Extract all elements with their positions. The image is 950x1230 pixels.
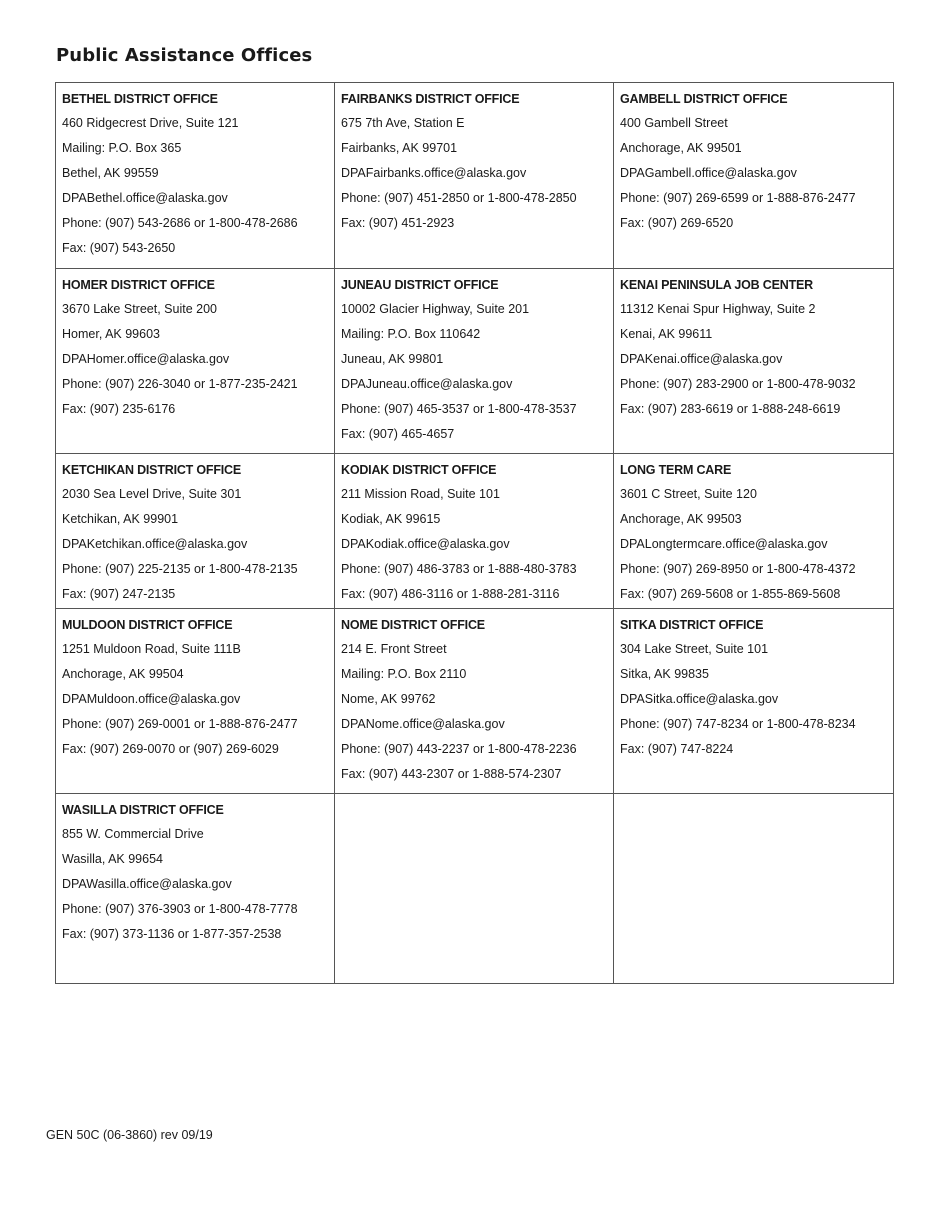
office-address-line: 214 E. Front Street [341, 642, 447, 656]
office-name: JUNEAU DISTRICT OFFICE [341, 278, 499, 292]
office-fax: Fax: (907) 747-8224 [620, 742, 734, 756]
office-address-line: 675 7th Ave, Station E [341, 116, 465, 130]
office-phone: Phone: (907) 747-8234 or 1-800-478-8234 [620, 717, 856, 731]
office-email-link[interactable]: DPANome.office@alaska.gov [341, 717, 505, 731]
office-email-link[interactable]: DPASitka.office@alaska.gov [620, 692, 779, 706]
office-address-line: 3601 C Street, Suite 120 [620, 487, 757, 501]
office-fax: Fax: (907) 235-6176 [62, 402, 176, 416]
office-address-line: 211 Mission Road, Suite 101 [341, 487, 500, 501]
office-cell [56, 269, 335, 454]
office-address-line: Wasilla, AK 99654 [62, 852, 163, 866]
office-fax: Fax: (907) 486-3116 or 1-888-281-3116 [341, 587, 560, 601]
office-cell [614, 83, 894, 269]
form-number-footer: GEN 50C (06-3860) rev 09/19 [46, 1128, 213, 1142]
office-email-link[interactable]: DPAKetchikan.office@alaska.gov [62, 537, 248, 551]
office-email-link[interactable]: DPAWasilla.office@alaska.gov [62, 877, 232, 891]
office-cell [335, 454, 614, 609]
office-address-line: Anchorage, AK 99501 [620, 141, 742, 155]
office-cell [614, 454, 894, 609]
office-address-line: Anchorage, AK 99504 [62, 667, 184, 681]
office-address-line: 460 Ridgecrest Drive, Suite 121 [62, 116, 239, 130]
office-name: NOME DISTRICT OFFICE [341, 618, 485, 632]
office-address-line: Mailing: P.O. Box 365 [62, 141, 182, 155]
office-address-line: 400 Gambell Street [620, 116, 728, 130]
office-email-link[interactable]: DPAGambell.office@alaska.gov [620, 166, 797, 180]
office-email-link[interactable]: DPAJuneau.office@alaska.gov [341, 377, 513, 391]
office-address-line: Nome, AK 99762 [341, 692, 436, 706]
empty-cell [335, 794, 614, 984]
office-cell [56, 794, 335, 984]
office-phone: Phone: (907) 225-2135 or 1-800-478-2135 [62, 562, 298, 576]
office-cell [56, 609, 335, 794]
office-phone: Phone: (907) 486-3783 or 1-888-480-3783 [341, 562, 577, 576]
office-name: HOMER DISTRICT OFFICE [62, 278, 215, 292]
table-row [56, 794, 894, 984]
office-name: FAIRBANKS DISTRICT OFFICE [341, 92, 520, 106]
office-address-line: Fairbanks, AK 99701 [341, 141, 458, 155]
office-fax: Fax: (907) 269-6520 [620, 216, 734, 230]
offices-table [55, 82, 894, 984]
office-email-link[interactable]: DPALongtermcare.office@alaska.gov [620, 537, 828, 551]
empty-cell [614, 794, 894, 984]
office-fax: Fax: (907) 543-2650 [62, 241, 176, 255]
office-name: LONG TERM CARE [620, 463, 732, 477]
office-address-line: Sitka, AK 99835 [620, 667, 709, 681]
office-email-link[interactable]: DPAFairbanks.office@alaska.gov [341, 166, 527, 180]
office-address-line: 2030 Sea Level Drive, Suite 301 [62, 487, 242, 501]
office-address-line: Ketchikan, AK 99901 [62, 512, 179, 526]
office-phone: Phone: (907) 269-0001 or 1-888-876-2477 [62, 717, 298, 731]
office-address-line: Mailing: P.O. Box 2110 [341, 667, 467, 681]
office-email-link[interactable]: DPABethel.office@alaska.gov [62, 191, 228, 205]
office-fax: Fax: (907) 247-2135 [62, 587, 176, 601]
office-name: KENAI PENINSULA JOB CENTER [620, 278, 813, 292]
office-phone: Phone: (907) 443-2237 or 1-800-478-2236 [341, 742, 577, 756]
office-name: SITKA DISTRICT OFFICE [620, 618, 764, 632]
office-fax: Fax: (907) 373-1136 or 1-877-357-2538 [62, 927, 282, 941]
office-name: GAMBELL DISTRICT OFFICE [620, 92, 788, 106]
office-cell [614, 609, 894, 794]
office-cell [335, 609, 614, 794]
office-email-link[interactable]: DPAMuldoon.office@alaska.gov [62, 692, 241, 706]
office-phone: Phone: (907) 451-2850 or 1-800-478-2850 [341, 191, 577, 205]
office-fax: Fax: (907) 269-0070 or (907) 269-6029 [62, 742, 279, 756]
office-email-link[interactable]: DPAKodiak.office@alaska.gov [341, 537, 510, 551]
office-fax: Fax: (907) 283-6619 or 1-888-248-6619 [620, 402, 841, 416]
office-address-line: 11312 Kenai Spur Highway, Suite 2 [620, 302, 816, 316]
page-title: Public Assistance Offices [56, 45, 313, 66]
office-phone: Phone: (907) 543-2686 or 1-800-478-2686 [62, 216, 298, 230]
office-phone: Phone: (907) 465-3537 or 1-800-478-3537 [341, 402, 577, 416]
table-row [56, 454, 894, 609]
office-address-line: 304 Lake Street, Suite 101 [620, 642, 769, 656]
office-address-line: Mailing: P.O. Box 110642 [341, 327, 481, 341]
office-phone: Phone: (907) 269-6599 or 1-888-876-2477 [620, 191, 856, 205]
office-name: KETCHIKAN DISTRICT OFFICE [62, 463, 242, 477]
office-address-line: Kenai, AK 99611 [620, 327, 713, 341]
office-phone: Phone: (907) 226-3040 or 1-877-235-2421 [62, 377, 298, 391]
office-address-line: Bethel, AK 99559 [62, 166, 159, 180]
office-name: MULDOON DISTRICT OFFICE [62, 618, 233, 632]
office-name: WASILLA DISTRICT OFFICE [62, 803, 224, 817]
office-address-line: 1251 Muldoon Road, Suite 111B [62, 642, 241, 656]
office-fax: Fax: (907) 451-2923 [341, 216, 455, 230]
office-address-line: 10002 Glacier Highway, Suite 201 [341, 302, 530, 316]
table-row [56, 83, 894, 269]
office-name: KODIAK DISTRICT OFFICE [341, 463, 497, 477]
office-email-link[interactable]: DPAKenai.office@alaska.gov [620, 352, 783, 366]
office-address-line: Juneau, AK 99801 [341, 352, 444, 366]
office-phone: Phone: (907) 283-2900 or 1-800-478-9032 [620, 377, 856, 391]
office-address-line: 855 W. Commercial Drive [62, 827, 204, 841]
office-address-line: 3670 Lake Street, Suite 200 [62, 302, 217, 316]
office-fax: Fax: (907) 269-5608 or 1-855-869-5608 [620, 587, 841, 601]
office-email-link[interactable]: DPAHomer.office@alaska.gov [62, 352, 230, 366]
office-address-line: Homer, AK 99603 [62, 327, 160, 341]
office-address-line: Kodiak, AK 99615 [341, 512, 441, 526]
table-row [56, 269, 894, 454]
office-name: BETHEL DISTRICT OFFICE [62, 92, 218, 106]
office-fax: Fax: (907) 443-2307 or 1-888-574-2307 [341, 767, 562, 781]
office-phone: Phone: (907) 269-8950 or 1-800-478-4372 [620, 562, 856, 576]
office-address-line: Anchorage, AK 99503 [620, 512, 742, 526]
office-cell [56, 454, 335, 609]
office-cell [335, 83, 614, 269]
office-cell [335, 269, 614, 454]
office-phone: Phone: (907) 376-3903 or 1-800-478-7778 [62, 902, 298, 916]
office-cell [56, 83, 335, 269]
office-cell [614, 269, 894, 454]
table-row [56, 609, 894, 794]
office-fax: Fax: (907) 465-4657 [341, 427, 455, 441]
